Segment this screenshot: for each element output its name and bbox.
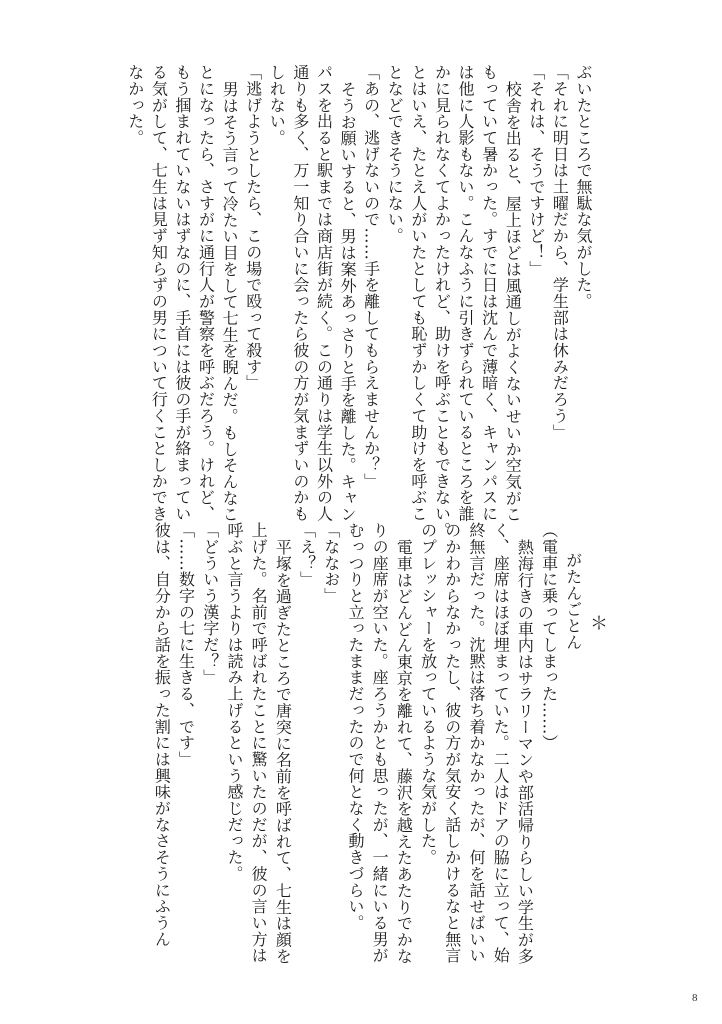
text-line: 熱海行きの車内はサラリーマンや部活帰りらしい学生が多	[515, 539, 535, 965]
text-line: もう掴まれていないはずなのに、手首には彼の手が絡まってい	[172, 64, 192, 522]
text-line: なかった。	[125, 64, 145, 146]
text-line: 「……数字の七に生きる、です」	[176, 522, 196, 768]
text-line: 「え？」	[297, 522, 317, 588]
upper-text-block	[123, 64, 595, 539]
text-line: 「あの、逃げないので……手を離してもらえませんか？」	[361, 64, 381, 490]
text-line: 校舎を出ると、屋上ほどは風通しがよくないせいか空気がこ	[503, 81, 523, 523]
text-line: 男はそう言って冷たい目をして七生を睨んだ。もしそんなこ	[220, 81, 240, 523]
text-line: る気がして、七生は見ず知らずの男について行くことしかでき	[149, 64, 169, 522]
text-line: むっつりと立ったままだったので何となく動きづらい。	[345, 522, 365, 931]
text-line: となどできそうにない。	[385, 64, 405, 244]
text-line: のプレッシャーを放っているような気がした。	[418, 522, 438, 866]
text-line: 平塚を過ぎたところで唐突に名前を呼ばれて、七生は顔を	[273, 539, 293, 965]
text-line: 呼ぶと言うよりは読み上げるという感じだった。	[224, 522, 244, 882]
text-line: もっていて暑かった。すでに日は沈んで薄暗く、キャンパスに	[479, 64, 499, 522]
text-line: そうお願いすると、男は案外あっさりと手を離した。キャン	[338, 81, 358, 523]
text-line: 上げた。名前で呼ばれたことに驚いたのだが、彼の言い方は	[249, 522, 269, 964]
text-line: とになったら、さすがに通行人が警察を呼ぶだろう。けれど、	[196, 64, 216, 522]
text-line: 「それに明日は土曜だから、学生部は休みだろう」	[550, 64, 570, 441]
text-line: は他に人影もない。こんなふうに引きずられているところを誰	[456, 64, 476, 522]
text-line: ぶいたところで無駄な気がした。	[574, 64, 593, 310]
text-line: 彼は、自分から話を振った割には興味がなさそうにふうん	[152, 522, 172, 948]
text-line: のかわからなかったし、彼の方が気安く話しかけるなと無言	[442, 522, 462, 964]
scene-break-asterisk: ＊	[587, 614, 608, 633]
text-line: とはいえ、たとえ人がいたとしても恥ずかしくて助けを呼ぶこ	[408, 64, 428, 522]
text-line: く、座席はほぼ埋まっていた。二人はドアの脇に立って、始	[491, 522, 511, 964]
text-line: （電車に乗ってしまった……）	[539, 522, 559, 751]
text-line: 「それは、そうですけど！」	[526, 64, 546, 277]
page-number: 8	[692, 992, 698, 1004]
text-line: パスを出ると駅までは商店街が続く。この通りは学生以外の人	[314, 64, 334, 522]
text-line: 終無言だった。沈黙は落ち着かなかったが、何を話せばいい	[466, 522, 486, 964]
text-line: しれない。	[267, 64, 287, 146]
text-line: 通りも多く、万一知り合いに会ったら彼の方が気まずいのかも	[290, 64, 310, 522]
text-line: 「逃げようとしたら、この場で殴って殺す」	[243, 64, 263, 391]
text-line: りの座席が空いた。座ろうかとも思ったが、一緒にいる男が	[370, 522, 390, 964]
text-line: 電車はどんどん東京を離れて、藤沢を越えたあたりでかな	[394, 539, 414, 965]
text-line: 「ななお」	[321, 522, 341, 604]
text-line: かに見られなくてよかったけれど、助けを呼ぶこともできない。	[432, 64, 452, 539]
text-line: 「どういう漢字だ？」	[200, 522, 220, 686]
lower-text-block	[149, 522, 609, 965]
sound-effect-line: がたんごとん	[563, 552, 583, 651]
